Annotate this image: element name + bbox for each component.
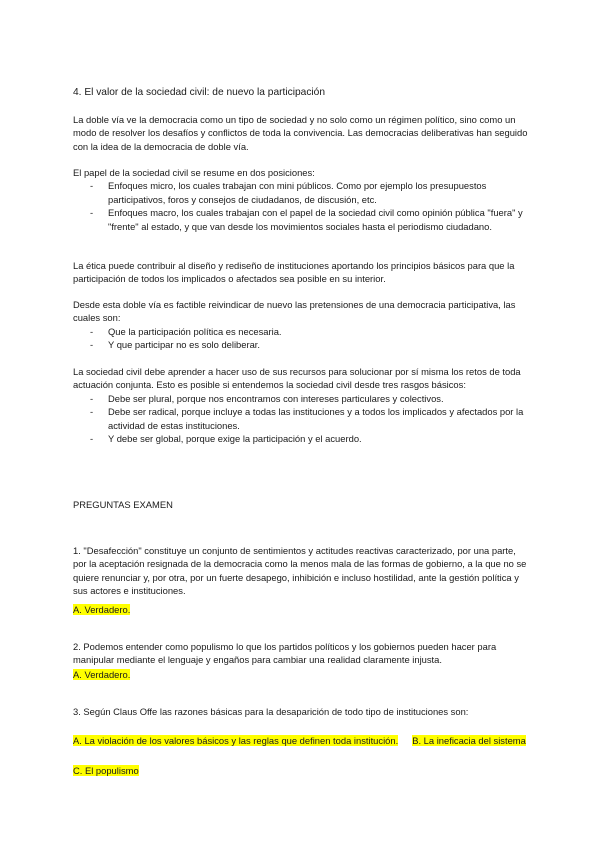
dash-list [73,392,529,446]
exam-heading: PREGUNTAS EXAMEN [73,499,173,510]
list-item: - Debe ser plural, porque nos encontramos con intereses particulares y colectivos. [73,392,529,405]
paragraph-democracia-participativa [73,298,529,352]
list-item: - Y que participar no es solo deliberar. [73,338,529,351]
dash-list [73,325,529,352]
highlighted-answer: A. Verdadero. [73,669,131,680]
list-item: - Enfoques macro, los cuales trabajan con el papel de la sociedad civil como opinión pública "fuera" y "frente" al estado, y que van desde los movimientos sociales hasta el periodismo ciudadano. [73,206,529,233]
paragraph-sociedad-civil [73,166,529,233]
list-item: - Y debe ser global, porque exige la participación y el acuerdo. [73,432,529,445]
dash-list [73,179,529,233]
paragraph-intro: El papel de la sociedad civil se resume en dos posiciones: [73,167,315,178]
answer-3-options [73,734,529,747]
section-heading: 4. El valor de la sociedad civil: de nuevo la participación [73,87,326,98]
list-item: - Que la participación política es necesaria. [73,325,529,338]
question-3: 3. Según Claus Offe las razones básicas para la desaparición de todo tipo de instituciones son: [73,706,469,717]
paragraph-intro: La sociedad civil debe aprender a hacer uso de sus recursos para solucionar por sí misma los retos de toda actuación conjunta. Esto es posible si entendemos la sociedad civil desde tres rasgos básicos: [73,366,521,391]
highlighted-answer-c: C. El populismo [73,765,139,776]
paragraph-intro: Desde esta doble vía es factible reivindicar de nuevo las pretensiones de una democracia participativa, las cuales son: [73,299,516,324]
highlighted-answer: A. Verdadero. [73,604,131,615]
paragraph-doble-via: La doble vía ve la democracia como un tipo de sociedad y no solo como un régimen político, sino como un modo de resolver los desafíos y conflictos de toda la convivencia. Las democracias deliberativas han seguido con la idea de la democracia de doble vía. [73,114,528,152]
answer-3-option-c [73,764,529,777]
paragraph-rasgos-basicos [73,365,529,445]
list-item: - Debe ser radical, porque incluye a todas las instituciones y a todos los implicados y afectados por la actividad de estas instituciones. [73,405,529,432]
question-2: 2. Podemos entender como populismo lo que los partidos políticos y los gobiernos pueden hacer para manipular mediante el lenguaje y engaños para cambiar una realidad claramente injusta. [73,641,497,666]
answer-2 [73,668,529,681]
list-item: - Enfoques micro, los cuales trabajan con mini públicos. Como por ejemplo los presupuestos participativos, foros y consejos de ciudadanos, de discusión, etc. [73,179,529,206]
highlighted-answer-b: B. La ineficacia del sistema [412,735,526,746]
highlighted-answer-a: A. La violación de los valores básicos y las reglas que definen toda institución. [73,735,399,746]
paragraph-etica: La ética puede contribuir al diseño y rediseño de instituciones aportando los principios básicos para que la participación de todos los implicados o afectados sea posible en su interior. [73,260,515,285]
question-1: 1. "Desafección" constituye un conjunto de sentimientos y actitudes reactivas caracterizado, por una parte, por la aceptación resignada de la democracia como la menos mala de las formas de gobierno, a la que no se quiere renunciar y, por otra, por un fuerte desapego, inhibición e incluso hostilidad, ante la gestión política y sus actores e instituciones. [73,545,527,597]
answer-1 [73,603,529,616]
